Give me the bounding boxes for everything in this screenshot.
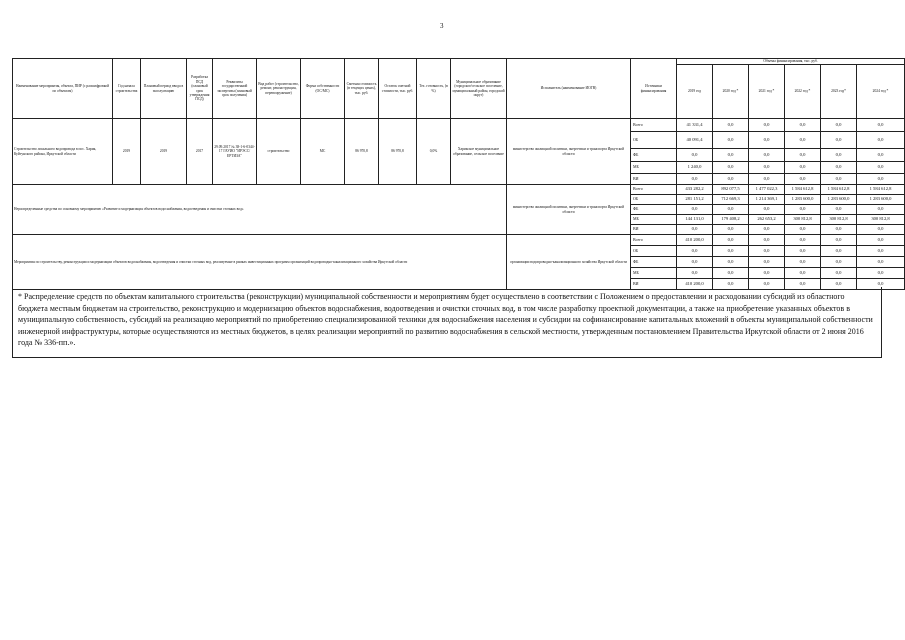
amount: 0,0 bbox=[677, 149, 713, 162]
amount: 0,0 bbox=[857, 149, 905, 162]
amount: 0,0 bbox=[821, 119, 857, 132]
source-label: ВИ bbox=[631, 279, 677, 290]
year-header: 2020 год * bbox=[713, 65, 749, 119]
amount: 0,0 bbox=[857, 246, 905, 257]
amount: 0,0 bbox=[857, 174, 905, 185]
amount: 410 200,0 bbox=[677, 279, 713, 290]
amount: 144 131,0 bbox=[677, 215, 713, 225]
amount: 0,0 bbox=[785, 205, 821, 215]
col-ownership-header: Форма собственности (ОС/МС) bbox=[301, 59, 345, 119]
source-label: ВИ bbox=[631, 225, 677, 235]
amount: 0,0 bbox=[785, 149, 821, 162]
amount: 0,0 bbox=[713, 162, 749, 174]
table-row bbox=[13, 235, 905, 246]
amount: 0,0 bbox=[857, 205, 905, 215]
amount: 892 077,5 bbox=[713, 185, 749, 195]
table-row bbox=[13, 185, 905, 195]
amount: 0,0 bbox=[785, 225, 821, 235]
amount: 0,0 bbox=[821, 225, 857, 235]
amount: 0,0 bbox=[821, 235, 857, 246]
amount: 0,0 bbox=[785, 257, 821, 268]
col-commission-header: Плановый период ввода в эксплуатацию bbox=[141, 59, 187, 119]
amount: 0,0 bbox=[713, 257, 749, 268]
amount: 0,0 bbox=[677, 225, 713, 235]
amount: 0,0 bbox=[857, 268, 905, 279]
amount: 1 283 600,0 bbox=[785, 195, 821, 205]
amount: 0,0 bbox=[713, 225, 749, 235]
amount: 300 812,8 bbox=[785, 215, 821, 225]
source-label: Всего bbox=[631, 185, 677, 195]
amount: 0,0 bbox=[785, 268, 821, 279]
estimate-cost: 86 970,8 bbox=[345, 119, 379, 185]
ownership: МС bbox=[301, 119, 345, 185]
amount: 40 091,4 bbox=[677, 132, 713, 149]
header-row-top bbox=[13, 59, 905, 65]
funding-table bbox=[12, 58, 905, 290]
amount: 1 214 369,1 bbox=[749, 195, 785, 205]
amount: 0,0 bbox=[749, 279, 785, 290]
amount: 0,0 bbox=[713, 268, 749, 279]
amount: 0,0 bbox=[857, 235, 905, 246]
amount: 0,0 bbox=[821, 162, 857, 174]
amount: 0,0 bbox=[857, 162, 905, 174]
amount: 0,0 bbox=[785, 235, 821, 246]
amount: 0,0 bbox=[713, 119, 749, 132]
source-label: МБ bbox=[631, 215, 677, 225]
amount: 0,0 bbox=[713, 132, 749, 149]
amount: 1 584 612,8 bbox=[785, 185, 821, 195]
col-municipality-header: Муниципальное образование (городское/сельское поселение, муниципальный район, городской округ) bbox=[451, 59, 507, 119]
amount: 0,0 bbox=[749, 149, 785, 162]
col-start-header: Год начала строительства bbox=[113, 59, 141, 119]
start-year: 2019 bbox=[113, 119, 141, 185]
amount: 262 653,2 bbox=[749, 215, 785, 225]
amount: 1 477 022,3 bbox=[749, 185, 785, 195]
source-label: МБ bbox=[631, 162, 677, 174]
amount: 1 283 600,0 bbox=[857, 195, 905, 205]
executor: министерство жилищной политики, энергетики и транспорта Иркутской области bbox=[507, 119, 631, 185]
col-name-header: Наименование мероприятия, объекта, ПИР (с расшифровкой по объектам) bbox=[13, 59, 113, 119]
psd-year: 2017 bbox=[187, 119, 213, 185]
col-readiness-header: Тех. готовность, (в %) bbox=[417, 59, 451, 119]
amount: 179 408,2 bbox=[713, 215, 749, 225]
amount: 300 812,8 bbox=[857, 215, 905, 225]
commission-year: 2019 bbox=[141, 119, 187, 185]
amount: 0,0 bbox=[677, 268, 713, 279]
source-label: ОБ bbox=[631, 246, 677, 257]
work-type: строительство bbox=[257, 119, 301, 185]
col-source-header: Источники финансирования bbox=[631, 59, 677, 119]
amount: 0,0 bbox=[749, 257, 785, 268]
investment-programs-name: Мероприятия по строительству, реконструкции и модернизации объектов водоснабжения, водоотведения и очистки сточных вод, реализуемые в рамках инвестиционных программ организаций водопроводно-канализационного хозяйства Иркутской области bbox=[13, 235, 507, 290]
source-label: МБ bbox=[631, 268, 677, 279]
amount: 1 584 612,8 bbox=[821, 185, 857, 195]
amount: 0,0 bbox=[713, 279, 749, 290]
executor: организации водопроводно-канализационного хозяйства Иркутской области bbox=[507, 235, 631, 290]
year-header: 2021 год * bbox=[749, 65, 785, 119]
amount: 0,0 bbox=[857, 225, 905, 235]
col-executor-header: Исполнитель (наименование ИОГВ) bbox=[507, 59, 631, 119]
readiness: 0,0% bbox=[417, 119, 451, 185]
amount: 41 331,4 bbox=[677, 119, 713, 132]
amount: 1 584 612,8 bbox=[857, 185, 905, 195]
source-label: Всего bbox=[631, 235, 677, 246]
page-number: 3 bbox=[440, 22, 444, 30]
amount: 0,0 bbox=[749, 162, 785, 174]
amount: 0,0 bbox=[749, 246, 785, 257]
amount: 0,0 bbox=[821, 246, 857, 257]
amount: 1 283 600,0 bbox=[821, 195, 857, 205]
col-work-type-header: Вид работ (строительство, ремонт, реконструкция, перевооружение) bbox=[257, 59, 301, 119]
amount: 0,0 bbox=[857, 119, 905, 132]
amount: 0,0 bbox=[821, 205, 857, 215]
col-expertise-header: Реквизиты государственной экспертизы (плановый срок получения) bbox=[213, 59, 257, 119]
amount: 0,0 bbox=[785, 279, 821, 290]
amount: 0,0 bbox=[713, 149, 749, 162]
amount: 0,0 bbox=[677, 257, 713, 268]
funding-group-header: Объемы финансирования, тыс. руб. bbox=[677, 59, 905, 65]
amount: 0,0 bbox=[713, 246, 749, 257]
year-header: 2019 год bbox=[677, 65, 713, 119]
col-estimate-header: Сметная стоимость (в текущих ценах), тыс. руб. bbox=[345, 59, 379, 119]
amount: 0,0 bbox=[821, 132, 857, 149]
table-row bbox=[13, 119, 905, 132]
amount: 0,0 bbox=[713, 205, 749, 215]
remaining-cost: 86 970,8 bbox=[379, 119, 417, 185]
amount: 410 200,0 bbox=[677, 235, 713, 246]
source-label: ОБ bbox=[631, 132, 677, 149]
source-label: ОБ bbox=[631, 195, 677, 205]
amount: 0,0 bbox=[677, 174, 713, 185]
footnote: * Распределение средств по объектам капитального строительства (реконструкции) муниципальной собственности и мероприятиям будет осуществлено в соответствии с Положением о предоставлении и расходовании субсидий из областного бюджета местным бюджетам на строительство, реконструкцию и модернизацию объектов водоснабжения, водоотведения и очистки сточных вод, в том числе разработку проектной документации, а также на приобретение указанных объектов в муниципальную собственность, субсидий на реализацию мероприятий по приобретению специализированной техники для водоснабжения населения и субсидии на софинансирование капитальных вложений в объекты муниципальной собственности инженерной инфраструктуры, которые осуществляются из местных бюджетов, в целях реализации мероприятий по развитию водоснабжения в сельской местности, утвержденным постановлением Правительства Иркутской области от 2 июня 2016 года № 336-пп.». bbox=[12, 287, 882, 358]
amount: 0,0 bbox=[677, 246, 713, 257]
amount: 0,0 bbox=[749, 268, 785, 279]
amount: 0,0 bbox=[677, 205, 713, 215]
amount: 0,0 bbox=[857, 132, 905, 149]
source-label: ФБ bbox=[631, 149, 677, 162]
year-header: 2022 год * bbox=[785, 65, 821, 119]
amount: 300 812,8 bbox=[821, 215, 857, 225]
amount: 0,0 bbox=[749, 225, 785, 235]
amount: 433 282,2 bbox=[677, 185, 713, 195]
expertise: 29.09.2017 № 38-1-6-0344-17 ГАУИО "ИРЭСС/ЕРТИЗА" bbox=[213, 119, 257, 185]
amount: 0,0 bbox=[785, 132, 821, 149]
amount: 0,0 bbox=[749, 205, 785, 215]
amount: 1 240,0 bbox=[677, 162, 713, 174]
year-header: 2023 год* bbox=[821, 65, 857, 119]
col-remaining-header: Остаток сметной стоимости, тыс. руб. bbox=[379, 59, 417, 119]
amount: 0,0 bbox=[785, 246, 821, 257]
amount: 0,0 bbox=[821, 257, 857, 268]
amount: 0,0 bbox=[857, 257, 905, 268]
amount: 0,0 bbox=[749, 235, 785, 246]
object-name: Строительство локального водопровода в пос. Харик, Куйтунского района, Иркутской области bbox=[13, 119, 113, 185]
executor: министерство жилищной политики, энергетики и транспорта Иркутской области bbox=[507, 185, 631, 235]
amount: 0,0 bbox=[749, 119, 785, 132]
amount: 281 151,2 bbox=[677, 195, 713, 205]
amount: 0,0 bbox=[749, 174, 785, 185]
amount: 0,0 bbox=[785, 162, 821, 174]
source-label: ВИ bbox=[631, 174, 677, 185]
year-header: 2024 год * bbox=[857, 65, 905, 119]
source-label: ФБ bbox=[631, 257, 677, 268]
amount: 0,0 bbox=[749, 132, 785, 149]
source-label: ФБ bbox=[631, 205, 677, 215]
municipality: Харикское муниципальное образование, сельское поселение bbox=[451, 119, 507, 185]
amount: 0,0 bbox=[713, 174, 749, 185]
amount: 0,0 bbox=[821, 149, 857, 162]
amount: 712 669,3 bbox=[713, 195, 749, 205]
amount: 0,0 bbox=[821, 268, 857, 279]
source-label: Всего bbox=[631, 119, 677, 132]
amount: 0,0 bbox=[821, 174, 857, 185]
amount: 0,0 bbox=[785, 174, 821, 185]
amount: 0,0 bbox=[857, 279, 905, 290]
amount: 0,0 bbox=[785, 119, 821, 132]
amount: 0,0 bbox=[821, 279, 857, 290]
unallocated-funds-name: Нераспределенные средства по основному мероприятию «Развитие и модернизация объектов водоснабжения, водоотведения и очистки сточных вод» bbox=[13, 185, 507, 235]
amount: 0,0 bbox=[713, 235, 749, 246]
col-psd-header: Разработка ПСД (плановый срок утверждения ПСД) bbox=[187, 59, 213, 119]
